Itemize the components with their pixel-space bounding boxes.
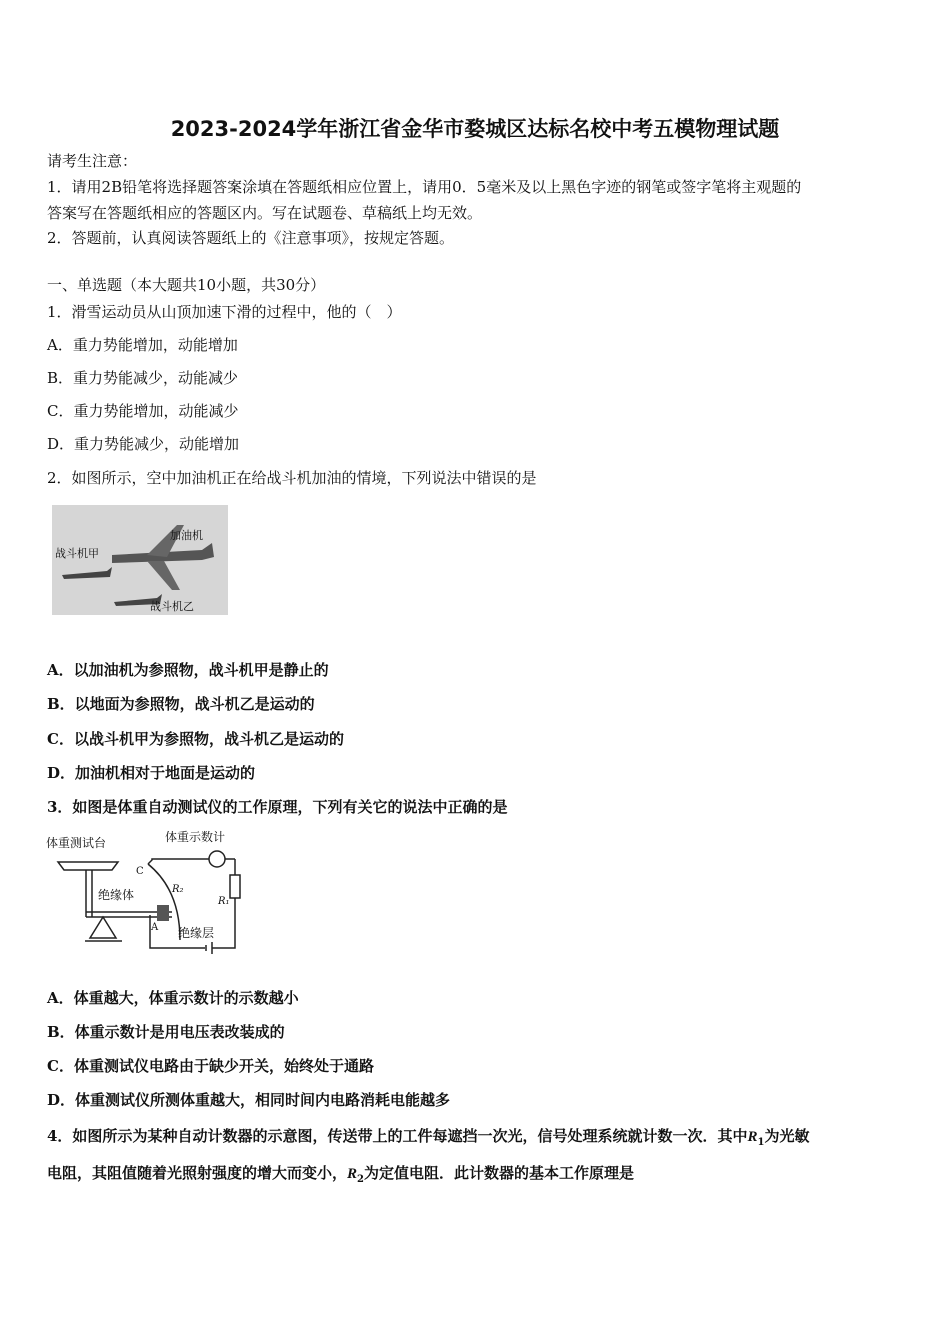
weight-tester-circuit-diagram <box>40 820 280 960</box>
q2-option-a: A．以加油机为参照物，战斗机甲是静止的 <box>47 661 329 679</box>
q2-option-c: C．以战斗机甲为参照物，战斗机乙是运动的 <box>47 730 344 748</box>
label-platform: 体重测试台 <box>46 836 107 850</box>
q1-option-c: C．重力势能增加，动能减少 <box>47 402 239 420</box>
question-4-stem-line2 <box>47 1163 634 1190</box>
question-4-stem-line1 <box>47 1126 809 1153</box>
page-title: 2023-2024学年浙江省金华市婺城区达标名校中考五模物理试题 <box>170 117 780 141</box>
notice-item-2: 2．答题前，认真阅读答题纸上的《注意事项》，按规定答题。 <box>47 229 455 247</box>
question-3-stem: 3．如图是体重自动测试仪的工作原理，下列有关它的说法中正确的是 <box>47 798 508 816</box>
q1-option-a: A．重力势能增加，动能增加 <box>47 336 238 354</box>
q2-option-d: D．加油机相对于地面是运动的 <box>47 764 256 782</box>
q4-text-1b: 为光敏 <box>764 1127 810 1145</box>
q1-option-d: D．重力势能减少，动能增加 <box>47 435 240 453</box>
notice-heading: 请考生注意： <box>47 152 138 170</box>
label-fighter-a: 战斗机甲 <box>55 547 99 560</box>
question-1-stem: 1．滑雪运动员从山顶加速下滑的过程中，他的（ ） <box>47 303 402 321</box>
r2-subscript: 2 <box>357 1174 364 1185</box>
label-r2: R₂ <box>172 884 184 895</box>
label-insulator: 绝缘体 <box>98 888 135 902</box>
q4-text-2a: 电阻，其阻值随着光照射强度的增大而变小， <box>47 1164 348 1182</box>
q3-option-c: C．体重测试仪电路由于缺少开关，始终处于通路 <box>47 1057 374 1075</box>
q3-option-a: A．体重越大，体重示数计的示数越小 <box>47 989 299 1007</box>
label-r1: R₁ <box>218 896 230 907</box>
refueling-aircraft-image <box>52 505 228 615</box>
label-a: A <box>151 922 159 933</box>
label-insulating-layer: 绝缘层 <box>178 926 215 940</box>
q4-text-1a: 4．如图所示为某种自动计数器的示意图，传送带上的工件每遮挡一次光，信号处理系统就计数一次．其中 <box>47 1127 748 1145</box>
r1-symbol: R <box>747 1129 758 1145</box>
r1-subscript: 1 <box>757 1137 765 1148</box>
question-2-stem: 2．如图所示，空中加油机正在给战斗机加油的情境，下列说法中错误的是 <box>47 469 537 487</box>
r2-symbol: R <box>347 1166 358 1182</box>
q3-option-d: D．体重测试仪所测体重越大，相同时间内电路消耗电能越多 <box>47 1091 451 1109</box>
q3-option-b: B．体重示数计是用电压表改装成的 <box>47 1023 285 1041</box>
section-heading: 一、单选题（本大题共10小题，共30分） <box>47 276 326 294</box>
notice-item-1: 1．请用2B铅笔将选择题答案涂填在答题纸相应位置上，请用0．5毫米及以上黑色字迹的钢笔或签字笔将主观题的 <box>47 178 802 196</box>
label-tanker: 加油机 <box>170 529 203 542</box>
q1-option-b: B．重力势能减少，动能减少 <box>47 369 239 387</box>
notice-item-1-cont: 答案写在答题纸相应的答题区内。写在试题卷、草稿纸上均无效。 <box>47 204 483 222</box>
label-meter: 体重示数计 <box>165 830 226 844</box>
q4-text-2b: 为定值电阻．此计数器的基本工作原理是 <box>364 1164 635 1182</box>
q2-option-b: B．以地面为参照物，战斗机乙是运动的 <box>47 695 315 713</box>
label-fighter-b: 战斗机乙 <box>150 600 194 613</box>
label-c: C <box>136 866 144 877</box>
